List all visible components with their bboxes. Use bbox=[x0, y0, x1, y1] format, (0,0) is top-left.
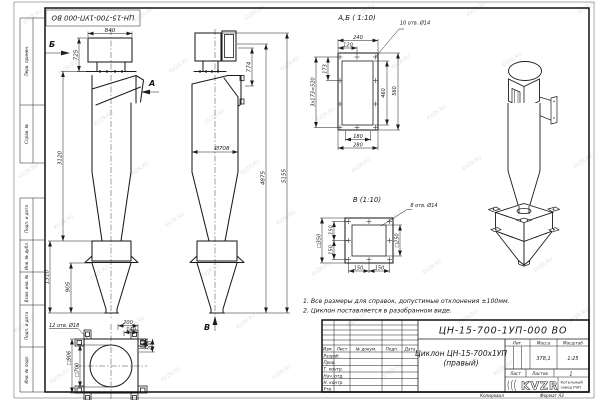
dim-140-right: 140 bbox=[140, 339, 147, 349]
dim-1310: 1310 bbox=[44, 269, 51, 285]
view-arrow-a-label: А bbox=[149, 79, 156, 88]
mass-value: 378,1 bbox=[536, 356, 551, 362]
dim-3120: 3120 bbox=[57, 150, 64, 166]
dim-150-bot1: 150 bbox=[353, 265, 364, 272]
mass-label: Масса bbox=[536, 340, 551, 346]
dim-774: 774 bbox=[246, 61, 253, 73]
dim-sq350: □350 bbox=[316, 233, 323, 249]
col-list: Лист bbox=[336, 346, 348, 352]
dim-200-right: 200 bbox=[147, 340, 154, 351]
margin-label: Инв. № подл. bbox=[24, 355, 29, 384]
dim-d708: Ø708 bbox=[214, 146, 230, 152]
detail-v-title: В (1:10) bbox=[352, 196, 382, 204]
detail-ab-title: А,Б ( 1:10) bbox=[338, 14, 376, 22]
format-label: Формат А3 bbox=[540, 393, 564, 398]
col-date: Дата bbox=[404, 346, 416, 352]
margin-label: Инв. № дубл. bbox=[24, 241, 29, 271]
row-tkontr: Т. контр. bbox=[323, 366, 343, 372]
dim-905: 905 bbox=[65, 281, 72, 293]
row-razrab: Разраб. bbox=[323, 353, 340, 359]
holes-note-10: 10 отв. Ø14 bbox=[399, 20, 431, 27]
sheet-label: Лист bbox=[510, 370, 521, 376]
dim-140-top: 140 bbox=[126, 327, 136, 333]
dim-840: 840 bbox=[104, 27, 116, 34]
row-utv: Утв. bbox=[323, 386, 333, 392]
sheets-label: Листов bbox=[532, 370, 548, 376]
note-1: 1. Все размеры для справок, допустимые отклонения ±100мм. bbox=[303, 298, 510, 305]
dim-200-top: 200 bbox=[123, 320, 133, 327]
margin-label: Подп. и дата bbox=[24, 312, 29, 340]
copied-label: Копировал bbox=[480, 393, 504, 398]
dim-280: 280 bbox=[353, 142, 363, 149]
dim-725: 725 bbox=[73, 49, 80, 61]
dim-sq250: □250 bbox=[394, 233, 401, 248]
dim-4875: 4875 bbox=[260, 170, 267, 186]
doc-number: ЦН-15-700-1УП-000 ВО bbox=[438, 325, 568, 337]
holes-note-8: 8 отв. Ø14 bbox=[410, 203, 438, 209]
view-arrow-b-label: Б bbox=[49, 40, 56, 49]
dim-150-left2: 150 bbox=[328, 245, 335, 255]
dim-pitch: 3х173=520 bbox=[310, 77, 317, 107]
row-prov: Пров. bbox=[323, 360, 336, 365]
company-line2: завод РЭП bbox=[560, 384, 582, 390]
dim-460: 460 bbox=[381, 88, 387, 98]
dim-240: 240 bbox=[353, 35, 363, 41]
dim-150-left1: 150 bbox=[328, 225, 335, 235]
margin-label: Взам. инв. № bbox=[24, 274, 29, 303]
margin-label: Справ. № bbox=[24, 124, 29, 144]
dim-180: 180 bbox=[353, 134, 363, 140]
dim-150-bot2: 150 bbox=[374, 265, 385, 272]
margin-label: Подп. и дата bbox=[24, 205, 29, 233]
dim-5155: 5155 bbox=[281, 168, 288, 184]
note-2: 2. Циклон поставляется в разобранном виде. bbox=[303, 307, 452, 315]
view-arrow-v-label: В bbox=[204, 323, 211, 332]
dim-sq906: □906 bbox=[66, 350, 73, 366]
col-sign: Подп. bbox=[385, 346, 399, 352]
dim-sq700: □700 bbox=[74, 362, 81, 378]
row-nachotd: Нач. отд. bbox=[323, 373, 344, 379]
product-variant: (правый) bbox=[443, 358, 479, 368]
dim-173: 173 bbox=[322, 64, 329, 74]
dim-120: 120 bbox=[343, 42, 353, 49]
sheets-value: 1 bbox=[569, 371, 573, 378]
product-name: Циклон ЦН-15-700х1УП bbox=[414, 349, 508, 358]
company-line1: Котельный bbox=[560, 379, 583, 385]
margin-label: Перв. примен. bbox=[24, 45, 29, 77]
holes-note-12: 12 отв. Ø18 bbox=[49, 323, 80, 329]
col-izm: Изм. bbox=[323, 346, 333, 352]
logo-text: KVZR bbox=[521, 379, 559, 393]
row-nkontr: Н. контр. bbox=[323, 380, 344, 385]
scale-label: Масштаб bbox=[563, 340, 583, 346]
lit-label: Лит. bbox=[512, 340, 523, 346]
scale-value: 1:25 bbox=[567, 356, 579, 362]
top-stamp-text: ЦН-15-700-1УП-000 ВО bbox=[51, 13, 135, 22]
dim-560: 560 bbox=[392, 86, 399, 96]
col-doc: № докум. bbox=[355, 346, 377, 352]
